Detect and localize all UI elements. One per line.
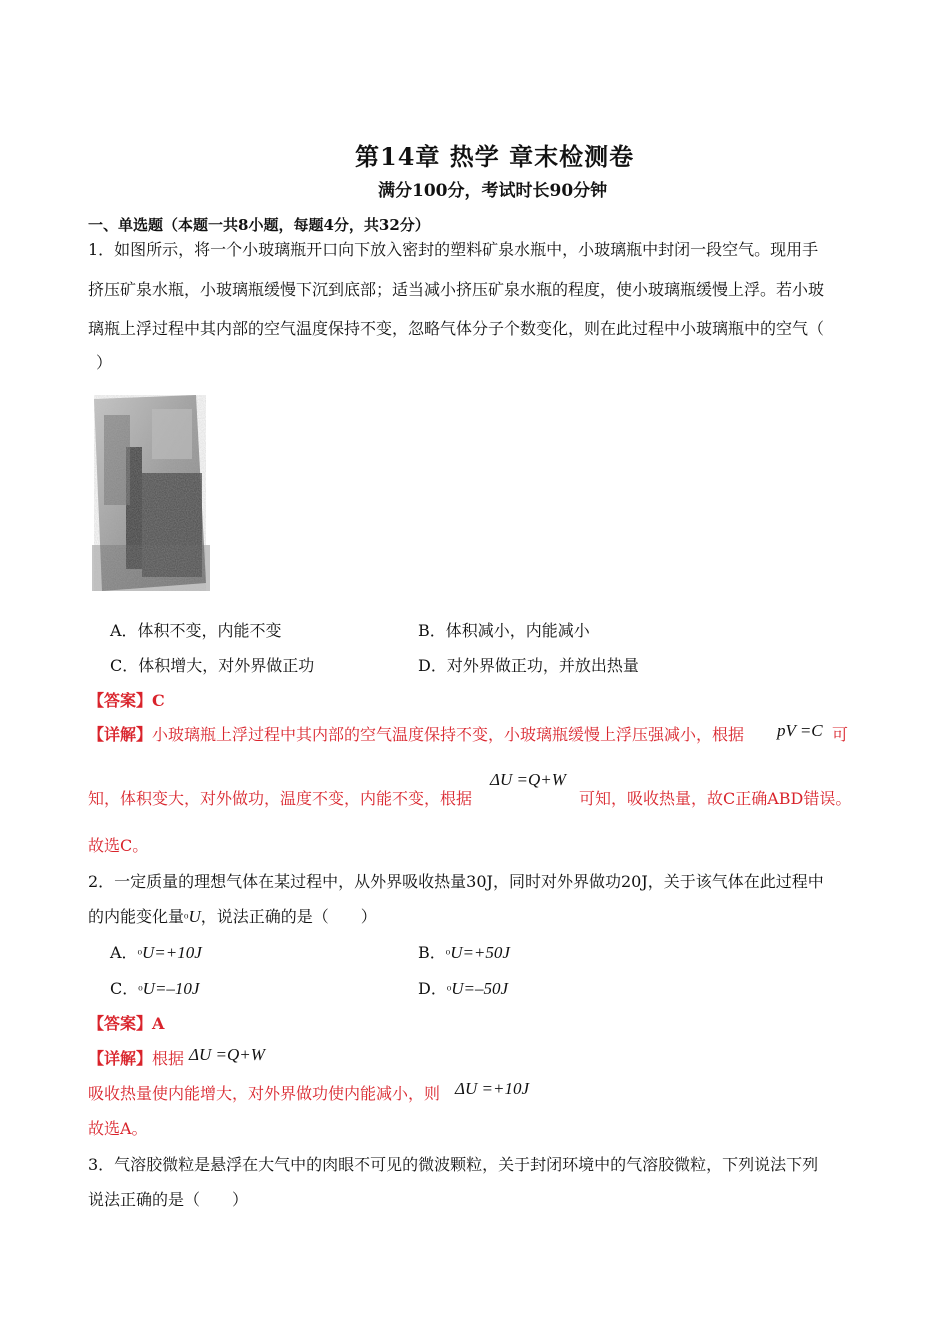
q2-stem-var: U xyxy=(188,907,201,926)
q1-stem-line4: ） xyxy=(96,353,113,372)
q1-detail-label: 【详解】 xyxy=(88,725,153,744)
q1-detail-line1-end: 可 xyxy=(832,725,849,744)
delta-glyph-icon: ⁰ xyxy=(184,912,189,925)
q2-option-d-letter: D． xyxy=(418,979,447,998)
q2-formula: ΔU =Q+W xyxy=(189,1045,265,1064)
q2-option-b-letter: B． xyxy=(418,943,446,962)
q2-option-c xyxy=(110,978,199,1002)
q2-conclusion: 故选A。 xyxy=(88,1119,148,1138)
q1-detail-line2-start: 知，体积变大，对外做功，温度不变，内能不变，根据 xyxy=(88,789,473,808)
q1-stem-line3: 璃瓶上浮过程中其内部的空气温度保持不变，忽略气体分子个数变化，则在此过程中小玻璃瓶中的空气（ xyxy=(88,319,825,338)
q2-stem-line1: 2．一定质量的理想气体在某过程中，从外界吸收热量30J，同时对外界做功20J，关于该气体在此过程中 xyxy=(88,872,824,891)
q2-option-a xyxy=(110,942,202,966)
q2-formula-result: ΔU =+10J xyxy=(455,1079,529,1098)
q3-stem-line1: 3．气溶胶微粒是悬浮在大气中的肉眼不可见的微波颗粒，关于封闭环境中的气溶胶微粒，下列说法下列 xyxy=(88,1155,819,1174)
q1-formula-pv: pV =C xyxy=(777,721,823,740)
q2-detail-line1 xyxy=(88,1048,184,1070)
q1-answer: 【答案】C xyxy=(88,691,165,710)
q2-option-d xyxy=(418,978,508,1002)
q1-conclusion: 故选C。 xyxy=(88,836,149,855)
page-subtitle: 满分100分，考试时长90分钟 xyxy=(378,181,608,201)
q2-stem-line2-end: ，说法正确的是（ ） xyxy=(200,907,377,926)
q2-stem-line2 xyxy=(88,906,377,930)
q1-option-d: D．对外界做正功，并放出热量 xyxy=(418,656,639,675)
delta-glyph-icon: ⁰ xyxy=(137,948,142,961)
q1-formula-du: ΔU =Q+W xyxy=(490,770,566,789)
delta-glyph-icon: ⁰ xyxy=(446,984,452,997)
q1-option-a: A．体积不变，内能不变 xyxy=(110,621,282,640)
bottle-photo xyxy=(92,395,210,591)
q2-option-b xyxy=(418,942,510,966)
q2-detail-line2: 吸收热量使内能增大，对外界做功使内能减小，则 xyxy=(88,1084,441,1103)
q2-option-c-letter: C． xyxy=(110,979,139,998)
q1-detail-line2-end: 可知，吸收热量，故C正确ABD错误。 xyxy=(579,789,852,808)
q1-option-b: B．体积减小，内能减小 xyxy=(418,621,590,640)
q2-answer: 【答案】A xyxy=(88,1014,165,1033)
q1-stem-line1: 1．如图所示，将一个小玻璃瓶开口向下放入密封的塑料矿泉水瓶中，小玻璃瓶中封闭一段空气。现用手 xyxy=(88,240,819,259)
delta-glyph-icon: ⁰ xyxy=(138,984,143,997)
section-heading: 一、单选题（本题一共8小题，每题4分，共32分） xyxy=(88,216,430,234)
q2-option-a-value: U=+10J xyxy=(141,943,202,962)
q1-detail-line1 xyxy=(88,724,744,746)
q2-option-d-value: U=–50J xyxy=(451,979,509,998)
delta-glyph-icon: ⁰ xyxy=(445,948,451,961)
q2-detail-text: 根据 xyxy=(152,1049,185,1068)
q2-option-c-value: U=–10J xyxy=(142,979,200,998)
q2-stem-line2-start: 的内能变化量 xyxy=(88,907,185,926)
q3-stem-line2: 说法正确的是（ ） xyxy=(88,1190,249,1209)
q1-detail-text1: 小玻璃瓶上浮过程中其内部的空气温度保持不变，小玻璃瓶缓慢上浮压强减小，根据 xyxy=(152,725,745,744)
q2-option-a-letter: A． xyxy=(110,943,138,962)
q1-stem-line2: 挤压矿泉水瓶，小玻璃瓶缓慢下沉到底部；适当减小挤压矿泉水瓶的程度，使小玻璃瓶缓慢上浮。若小玻 xyxy=(88,280,825,299)
page-title: 第14章 热学 章末检测卷 xyxy=(355,142,635,171)
q1-option-c: C．体积增大，对外界做正功 xyxy=(110,656,315,675)
q2-detail-label: 【详解】 xyxy=(88,1049,153,1068)
q2-option-b-value: U=+50J xyxy=(450,943,510,962)
